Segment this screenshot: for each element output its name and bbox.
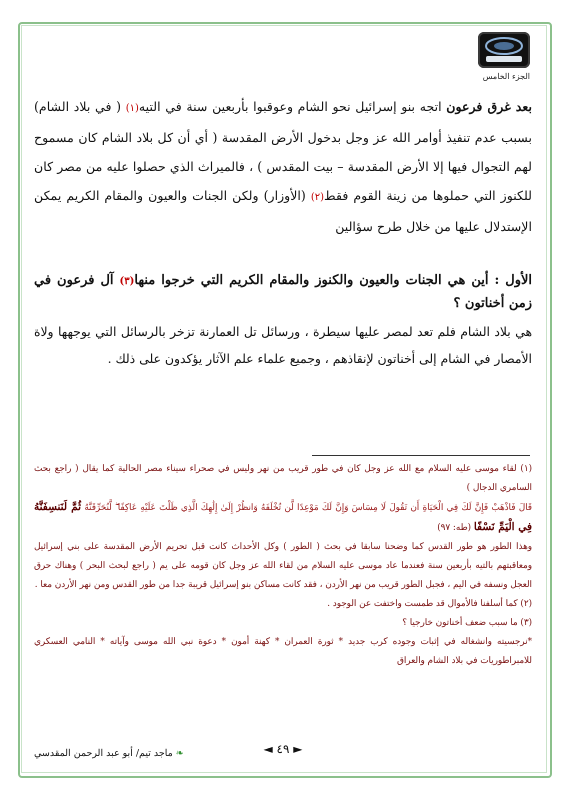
verse-text: قَالَ فَاذْهَبْ فَإِنَّ لَكَ فِي الْحَيَاةِ أَن تَقُولَ لَا مِسَاسَ وَإِنَّ لَكَ مَوْعِدًا لَّن تُخْلَفَهُ وَانظُرْ إِلَىٰ إِلَٰهِكَ الَّذِي ظَلْتَ عَلَيْهِ عَاكِفًا ۖ لَّنُحَرِّقَنَّهُ — [81, 503, 532, 513]
leaf-icon: ❧ — [175, 748, 184, 759]
footnote-marker-3: (٣) — [119, 276, 135, 287]
footnotes — [34, 460, 532, 671]
question-heading — [34, 270, 532, 315]
text-segment: اتجه بنو إسرائيل نحو الشام وعوقبوا بأربعين سنة في التيه — [138, 99, 447, 114]
answer-paragraph: هي بلاد الشام فلم تعد لمصر عليها سيطرة ، ورسائل تل العمارنة تزخر بالرسائل التي يوجهها ولاة الأمصار في الشام إلى أخناتون لإنقاذهم ، وجميع علماء علم الآثار يؤكدون على ذلك . — [34, 324, 532, 366]
author-name: ماجد تيم/ أبو عبد الرحمن المقدسي — [34, 748, 173, 759]
text-segment: ( في بلاد الشام) بسبب عدم تنفيذ أوامر الله عز وجل بدخول الأرض المقدسة ( أي أن كل بلاد الشام كان مسموح لهم التجوال فيها إلا الأرض المقدسة – بيت المقدس ) ، فالميراث الذي حصلوا عليه من مصر كان للكنوز التي حملوها من زينة القوم فقط — [34, 99, 532, 203]
footnote-1-verse — [34, 498, 532, 538]
footnote-3: (٣) ما سبب ضعف أخناتون خارجيا ؟ — [402, 618, 532, 628]
footnote-marker-1: (١) — [125, 103, 139, 114]
footnote-3-references: *نرجسيته وانشغاله في إثبات وجوده كرب جديد * ثورة العمران * كهنة أمون * دعوة نبي الله موسى وآياته * النامي العسكري للامبراطوريات في بلاد الشام والعراق — [34, 637, 532, 666]
footnote-marker-2: (٢) — [310, 192, 325, 203]
footnote-1-continuation: وهذا الطور هو طور القدس كما وضحنا سابقا في بحث ( الطور ) وكل الأحداث كانت قبل تحريم الأرض المقدسة على بني إسرائيل ومعاقبتهم بالتيه بأربعين سنة فعندما عاد موسى عليه السلام من لقاء الله عز وجل كان قومه على يم ( راجع لبحث البحر ) وهناك حرق العجل ونسفه في اليم ، فجبل الطور قريب من نهر الأردن ، فقد كانت مساكن بنو إسرائيل قريبة جدا من طور القدس ومن نهر الأردن معا . — [34, 542, 532, 590]
text-segment: (الأوزار) ولكن الجنات والعيون والمقام الكريم يمكن الإستدلال عليها من خلال طرح سؤالين — [34, 188, 532, 234]
main-paragraph — [34, 92, 532, 241]
part-label: الجزء الخامس — [482, 72, 530, 81]
author-signature — [34, 748, 184, 759]
logo-icon — [478, 32, 530, 68]
lead-phrase: بعد غرق فرعون — [446, 99, 532, 114]
question-text: آل فرعون في زمن أخناتون ؟ — [34, 273, 532, 311]
verse-reference: (طه: ٩٧) — [437, 523, 472, 533]
footnote-separator — [312, 455, 530, 456]
page-number: ◄ ٤٩ ► — [263, 742, 303, 756]
footnote-2: (٢) كما أسلفنا فالأموال قد طمست واختفت عن الوجود . — [327, 599, 532, 609]
verse-text-emphasis: ثُمَّ لَنَنسِفَنَّهُ فِي الْيَمِّ نَسْفًا — [34, 501, 532, 533]
question-text: الأول : أين هي الجنات والعيون والكنوز والمقام الكريم التي خرجوا منها — [134, 273, 532, 288]
footnote-1: (١) لقاء موسى عليه السلام مع الله عز وجل كان في طور قريب من نهر وليس في صحراء سيناء مصر الحالية كما يقال ( راجع بحث السامري الدجال ) — [34, 464, 532, 493]
